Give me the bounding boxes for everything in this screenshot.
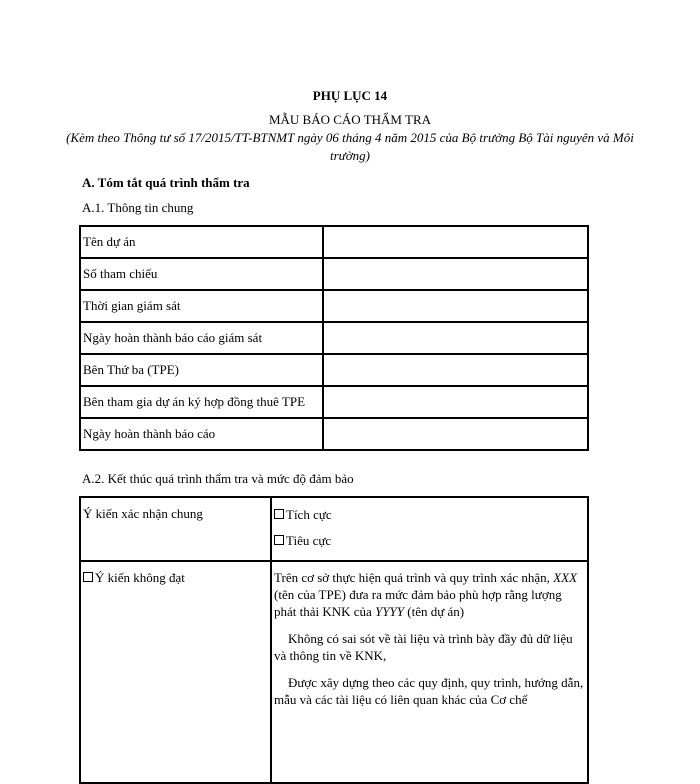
document-title: MẪU BÁO CÁO THẨM TRA [268,112,432,127]
verification-conclusion-table [79,496,589,784]
assurance-statement [271,561,588,783]
row-value-cell [323,354,588,386]
row-label: Ngày hoàn thành báo cáo [80,418,323,450]
negative-label: Tiêu cực [286,533,332,548]
section-a-title: A. Tóm tắt quá trình thẩm tra [82,175,250,190]
row-value-cell [323,418,588,450]
section-a2-title: A.2. Kết thúc quá trình thẩm tra và mức độ đảm bảo [82,471,354,486]
table-row [80,226,588,258]
negative-option[interactable] [274,532,585,550]
row-label: Số tham chiếu [80,258,323,290]
checkbox-icon[interactable] [274,509,284,519]
positive-label: Tích cực [286,507,332,522]
tpe-placeholder: XXX [553,570,578,585]
document-subtitle: (Kèm theo Thông tư số 17/2015/TT-BTNMT ngày 06 tháng 4 năm 2015 của Bộ trưởng Bộ Tài nguyên và Môi trường) [66,130,634,163]
table-row [80,322,588,354]
row-value-cell [323,322,588,354]
row-label: Bên tham gia dự án ký hợp đồng thuê TPE [80,386,323,418]
table-row [80,386,588,418]
general-opinion-label: Ý kiến xác nhận chung [80,497,271,561]
checkbox-icon[interactable] [274,535,284,545]
row-value-cell [323,290,588,322]
project-placeholder: YYYY [375,604,405,619]
assurance-paragraph-2: Không có sai sót về tài liệu và trình bày đầy đủ dữ liệu và thông tin về KNK, [274,631,573,663]
table-row [80,561,588,783]
row-value-cell [323,386,588,418]
row-label: Bên Thứ ba (TPE) [80,354,323,386]
table-row [80,418,588,450]
table-row [80,354,588,386]
row-label: Ngày hoàn thành báo cáo giám sát [80,322,323,354]
positive-option[interactable] [274,506,585,524]
table-row [80,497,588,561]
row-label: Tên dự án [80,226,323,258]
row-value-cell [323,226,588,258]
row-label: Thời gian giám sát [80,290,323,322]
fail-opinion-cell[interactable] [80,561,271,783]
table-row [80,258,588,290]
checkbox-icon[interactable] [83,572,93,582]
general-opinion-options [271,497,588,561]
table-row [80,290,588,322]
assurance-paragraph-3: Được xây dựng theo các quy định, quy trình, hướng dẫn, mẫu và các tài liệu có liên quan khác của Cơ chế [274,675,584,707]
row-value-cell [323,258,588,290]
section-a1-title: A.1. Thông tin chung [82,200,194,215]
assurance-paragraph-1: Trên cơ sở thực hiện quá trình và quy trình xác nhận, XXX (tên của TPE) đưa ra mức đảm bảo phù hợp rằng lượng phát thải KNK của YYYY (tên dự án) [274,570,578,619]
general-info-table [79,225,589,451]
fail-opinion-label: Ý kiến không đạt [95,570,185,585]
appendix-heading: PHỤ LỤC 14 [312,88,388,103]
